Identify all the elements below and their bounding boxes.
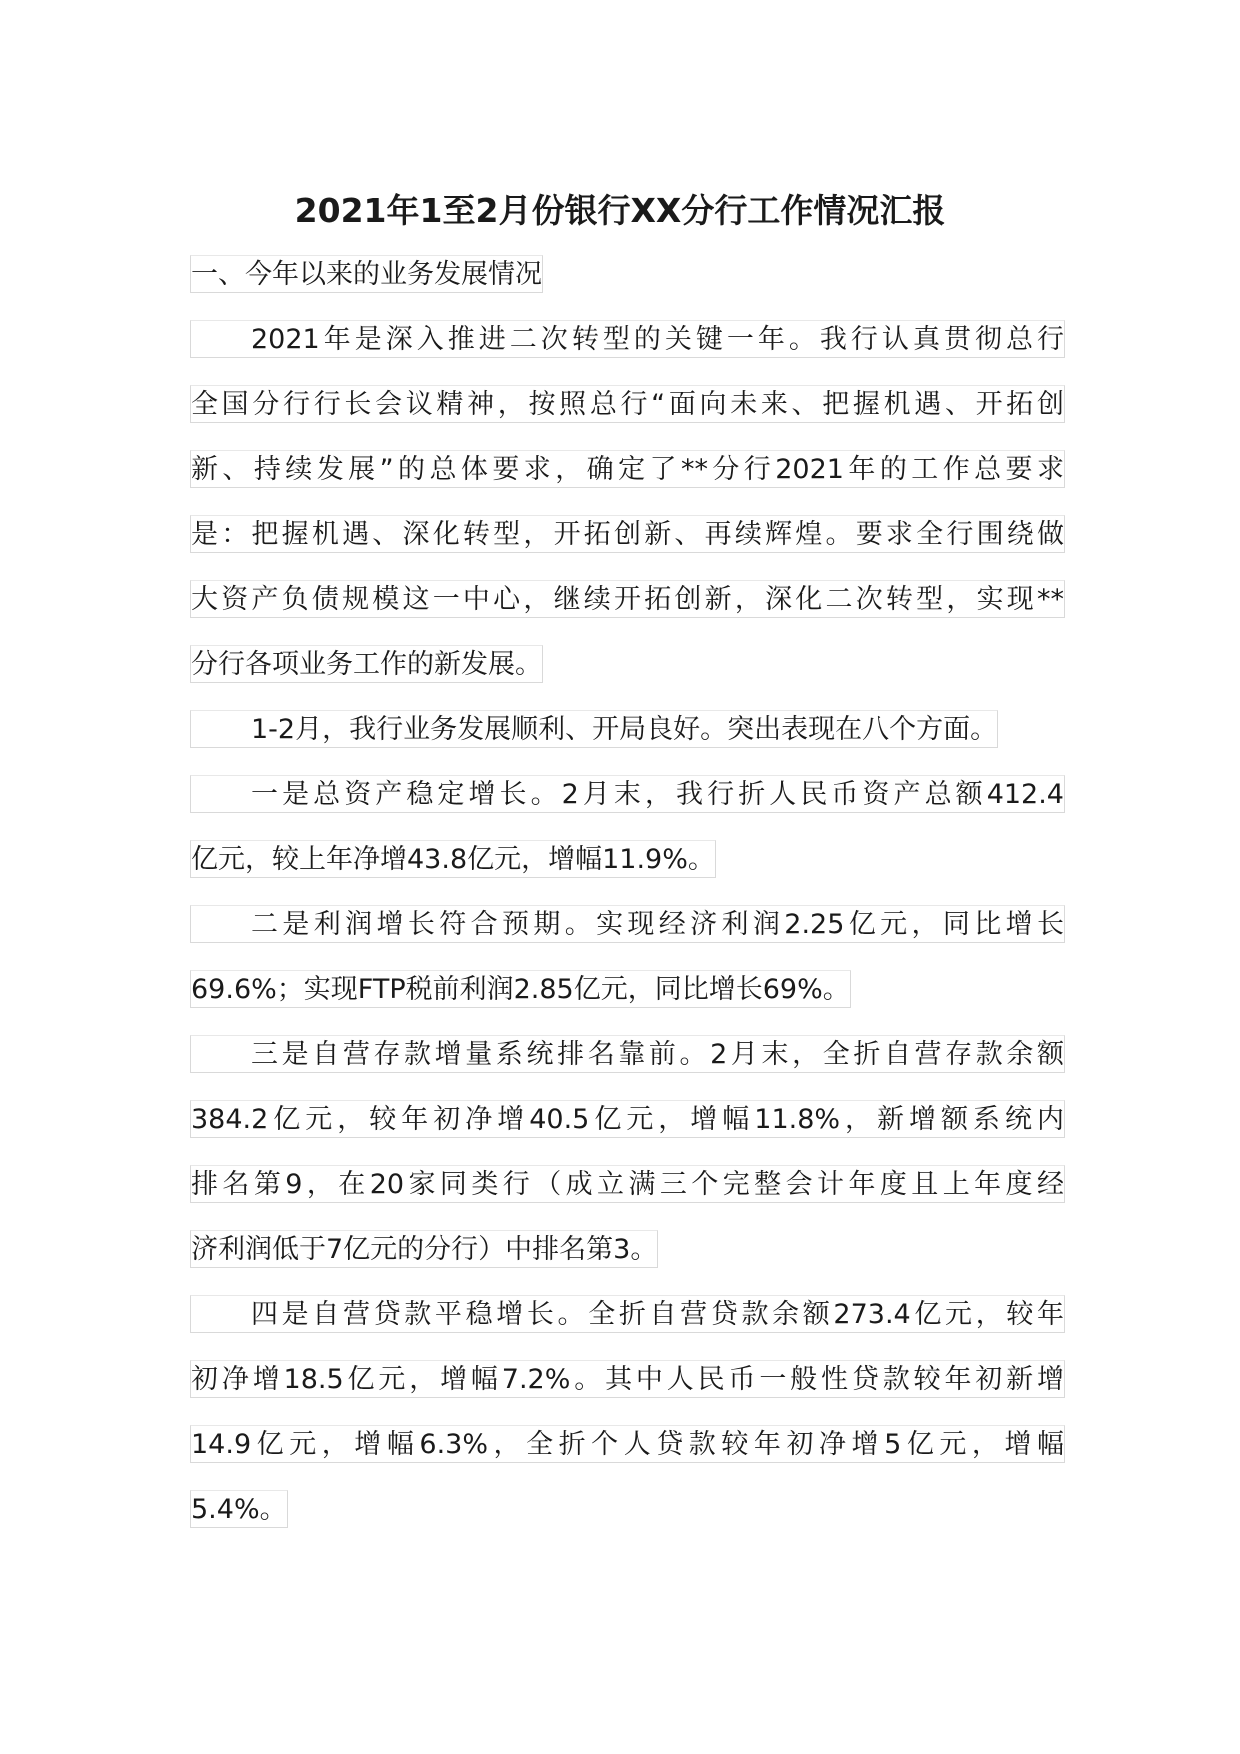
paragraph-line: 2021年是深入推进二次转型的关键一年。我行认真贯彻总行 — [190, 320, 1065, 358]
paragraph-line: 初净增18.5亿元，增幅7.2%。其中人民币一般性贷款较年初新增 — [190, 1360, 1065, 1398]
paragraph-line: 14.9亿元，增幅6.3%，全折个人贷款较年初净增5亿元，增幅 — [190, 1425, 1065, 1463]
paragraph-line: 一是总资产稳定增长。2月末，我行折人民币资产总额412.4 — [190, 775, 1065, 813]
paragraph-line: 384.2亿元，较年初净增40.5亿元，增幅11.8%，新增额系统内 — [190, 1100, 1065, 1138]
section-heading: 一、今年以来的业务发展情况 — [190, 255, 543, 293]
paragraph-line: 是：把握机遇、深化转型，开拓创新、再续辉煌。要求全行围绕做 — [190, 515, 1065, 553]
document-title: 2021年1至2月份银行XX分行工作情况汇报 — [294, 191, 946, 230]
paragraph-line: 分行各项业务工作的新发展。 — [190, 645, 543, 683]
paragraph-line: 全国分行行长会议精神，按照总行“面向未来、把握机遇、开拓创 — [190, 385, 1065, 423]
paragraph-line: 二是利润增长符合预期。实现经济利润2.25亿元，同比增长 — [190, 905, 1065, 943]
paragraph-line: 亿元，较上年净增43.8亿元，增幅11.9%。 — [190, 840, 716, 878]
paragraph-line: 排名第9，在20家同类行（成立满三个完整会计年度且上年度经 — [190, 1165, 1065, 1203]
paragraph-line: 69.6%；实现FTP税前利润2.85亿元，同比增长69%。 — [190, 970, 851, 1008]
document-body — [190, 255, 1065, 1555]
paragraph-line: 济利润低于7亿元的分行）中排名第3。 — [190, 1230, 658, 1268]
paragraph-line: 三是自营存款增量系统排名靠前。2月末，全折自营存款余额 — [190, 1035, 1065, 1073]
paragraph-line: 1-2月，我行业务发展顺利、开局良好。突出表现在八个方面。 — [190, 710, 998, 748]
paragraph-line: 5.4%。 — [190, 1490, 288, 1528]
paragraph-line: 新、持续发展”的总体要求，确定了**分行2021年的工作总要求 — [190, 450, 1065, 488]
paragraph-line: 大资产负债规模这一中心，继续开拓创新，深化二次转型，实现** — [190, 580, 1065, 618]
paragraph-line: 四是自营贷款平稳增长。全折自营贷款余额273.4亿元，较年 — [190, 1295, 1065, 1333]
